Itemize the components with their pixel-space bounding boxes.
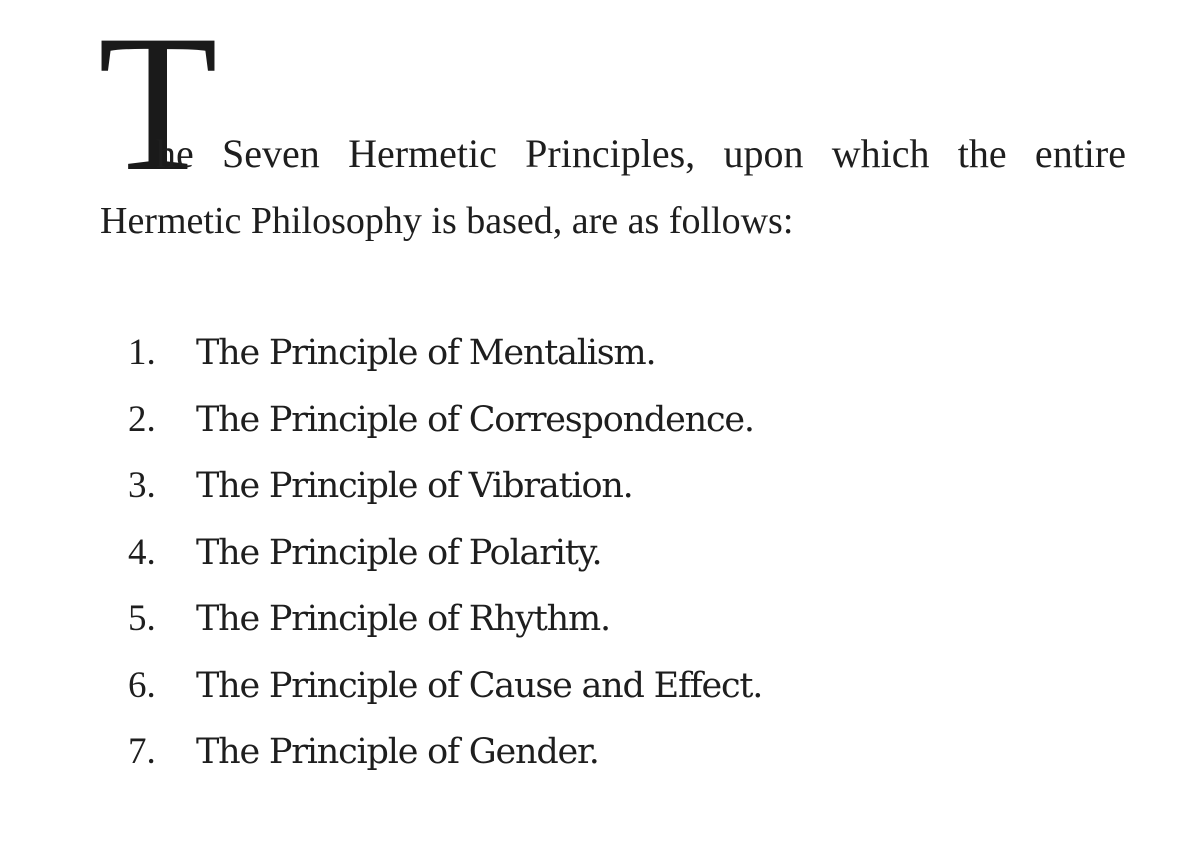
list-item — [0, 727, 900, 794]
list-item-number: 6. — [128, 664, 156, 706]
list-item-text: The Principle of Mentalism. — [196, 333, 656, 373]
list-item — [0, 661, 900, 728]
list-item-text: The Principle of Rhythm. — [196, 599, 610, 639]
list-item-number: 4. — [128, 531, 156, 573]
list-item — [0, 528, 900, 595]
list-item-text: The Principle of Correspondence. — [196, 399, 754, 440]
drop-cap-letter: T — [98, 0, 218, 212]
list-item — [0, 395, 900, 462]
list-item-text: The Principle of Vibration. — [196, 466, 633, 506]
list-item-number: 5. — [128, 598, 156, 639]
list-item — [0, 461, 900, 528]
list-item-text: The Principle of Polarity. — [196, 532, 602, 573]
list-item-text: The Principle of Cause and Effect. — [196, 665, 763, 706]
list-item-number: 3. — [128, 465, 156, 506]
intro-paragraph-line-2: Hermetic Philosophy is based, are as follows: — [100, 200, 794, 242]
list-item-number: 7. — [128, 731, 156, 772]
principles-list — [0, 328, 900, 794]
list-item-number: 2. — [128, 398, 156, 440]
intro-paragraph-line-1: he Seven Hermetic Principles, upon which the entire — [156, 131, 1126, 176]
list-item — [0, 328, 900, 395]
list-item — [0, 594, 900, 661]
list-item-number: 1. — [128, 332, 156, 373]
list-item-text: The Principle of Gender. — [196, 732, 599, 772]
